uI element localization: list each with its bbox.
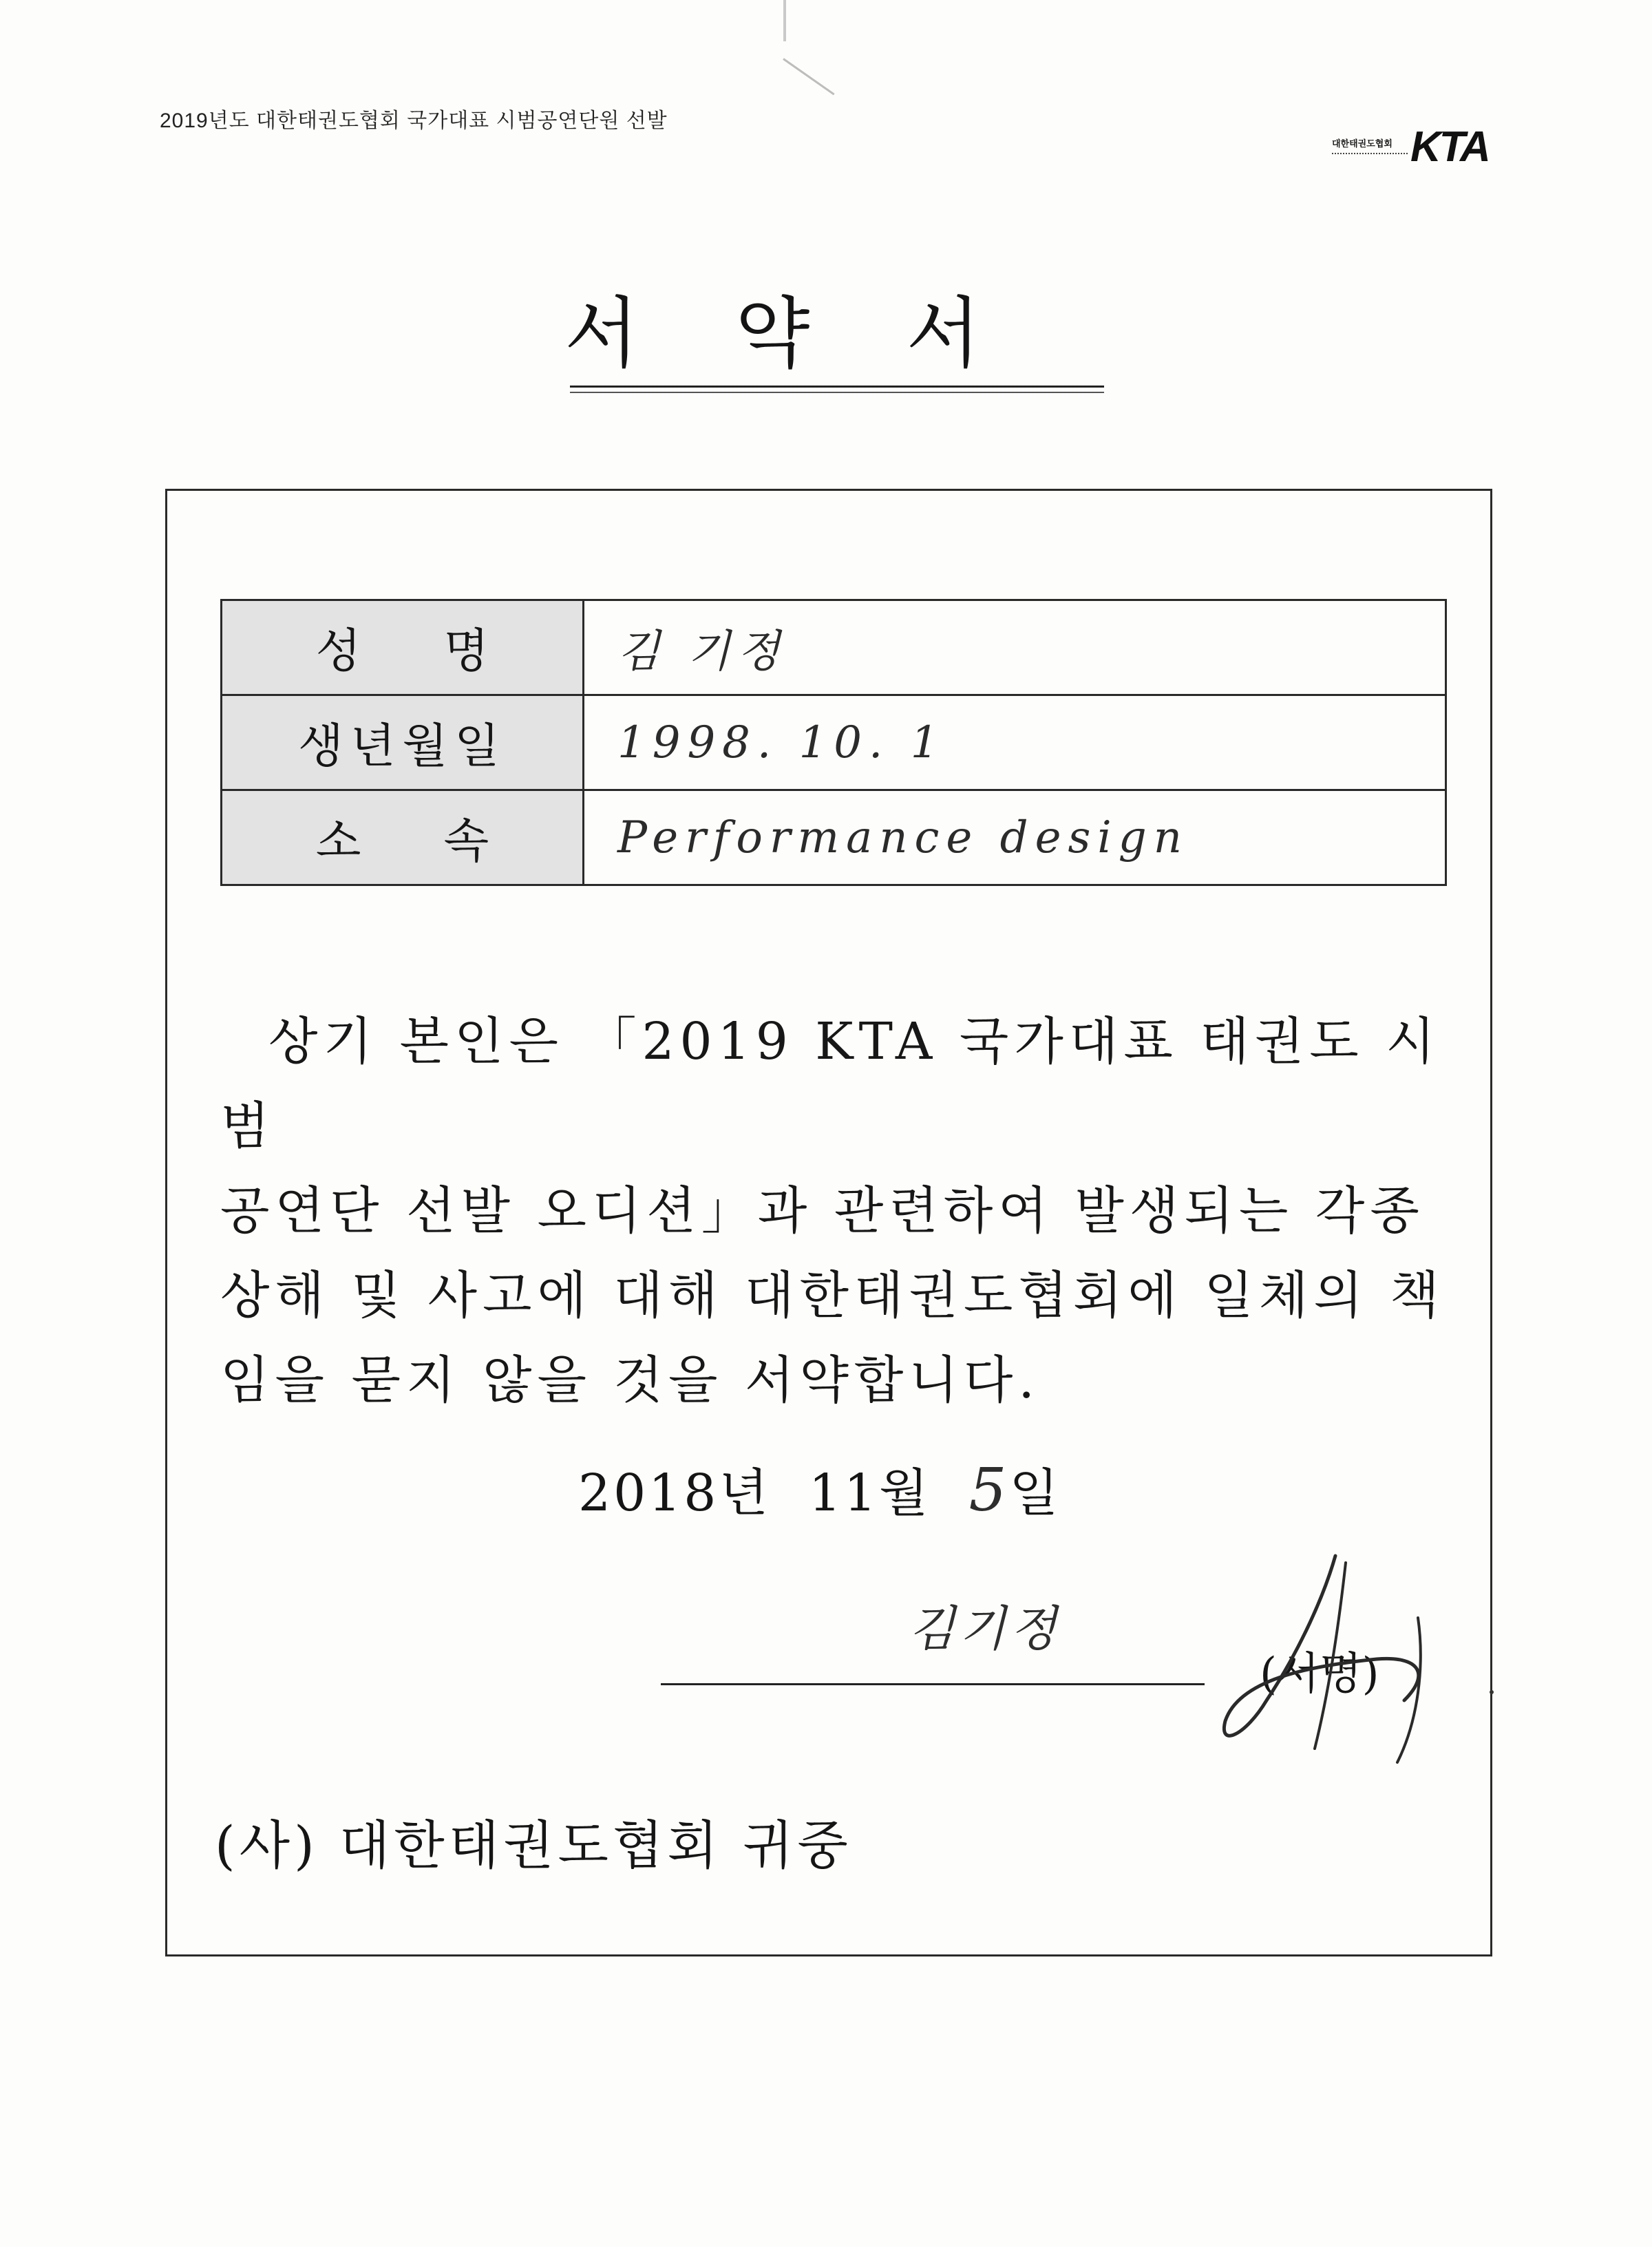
signing-date	[578, 1453, 1061, 1526]
date-month: 11월	[808, 1464, 931, 1523]
birthdate-label: 생년월일	[222, 695, 584, 790]
name-value: 김 기정	[584, 600, 1446, 695]
pledge-line: 상해 및 사고에 대해 대한태권도협회에 일체의 책	[220, 1266, 1445, 1325]
kta-logo	[1332, 123, 1489, 171]
signature-label: (서명)	[1260, 1649, 1379, 1700]
birthdate-value: 1998. 10. 1	[584, 695, 1446, 790]
scan-mark	[783, 58, 834, 95]
recipient: (사) 대한태권도협회 귀중	[215, 1815, 852, 1876]
pledge-line: 공연단 선발 오디션」과 관련하여 발생되는 각종	[220, 1181, 1425, 1241]
title-underline	[570, 386, 1104, 393]
header-text: 2019년도 대한태권도협회 국가대표 시범공연단원 선발	[160, 109, 668, 132]
affiliation-label: 소 속	[222, 790, 584, 885]
date-day-suffix: 일	[1009, 1464, 1061, 1523]
logo-small-text: 대한태권도협회	[1332, 140, 1408, 154]
signature-line	[661, 1683, 1205, 1685]
table-row	[222, 790, 1446, 885]
signer-name: 김기정	[909, 1601, 1061, 1657]
logo-kta: KTA	[1410, 123, 1489, 171]
stray-mark	[1490, 1690, 1494, 1694]
scan-mark	[783, 0, 786, 41]
table-row	[222, 695, 1446, 790]
document-title: 서약서	[564, 289, 1077, 379]
info-table	[220, 599, 1447, 886]
pledge-text	[220, 1000, 1452, 1423]
pledge-line: 상기 본인은 「2019 KTA 국가대표 태권도 시범	[220, 1012, 1441, 1156]
date-day: 5	[968, 1456, 1010, 1525]
date-year: 2018년	[578, 1464, 771, 1523]
affiliation-value: Performance design	[584, 790, 1446, 885]
handwritten-signature	[1198, 1542, 1446, 1776]
name-label: 성 명	[222, 600, 584, 695]
pledge-line: 임을 묻지 않을 것을 서약합니다.	[220, 1351, 1040, 1410]
table-row	[222, 600, 1446, 695]
